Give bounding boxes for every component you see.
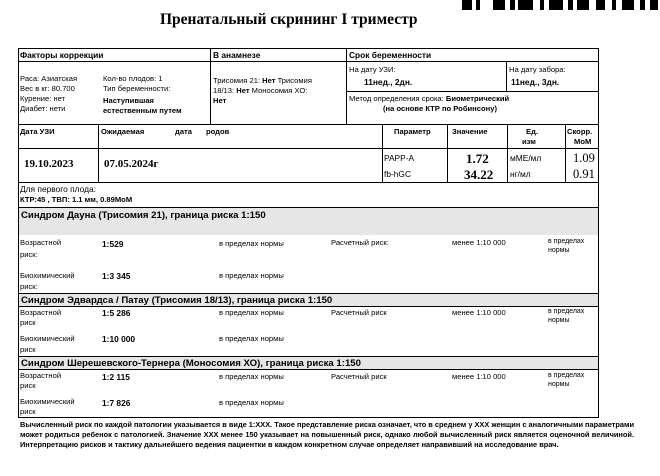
history-t21-value: Нет xyxy=(262,76,276,85)
calc-risk-label: Расчетный риск: xyxy=(331,238,389,247)
us-date-header: Дата УЗИ xyxy=(20,127,55,136)
term-sample-value: 11нед., 3дн. xyxy=(511,77,560,87)
factor-smoking: Курение: нет xyxy=(20,94,66,103)
term-us-value: 11нед., 2дн. xyxy=(364,77,413,87)
factor-weight: Вес в кг: 80.700 xyxy=(20,84,75,93)
calc-risk-status: в пределах нормы xyxy=(548,238,585,254)
page-title: Пренатальный скрининг I триместр xyxy=(160,11,418,28)
history-t18 xyxy=(213,86,307,95)
calc-risk-label: Расчетный риск xyxy=(331,372,387,381)
bio-risk-label: Биохимический xyxy=(20,334,75,343)
term-us-label: На дату УЗИ: xyxy=(349,65,396,74)
history-t18-value: Нет xyxy=(236,86,250,95)
factor-pregnancy-type: Тип беременности: xyxy=(103,84,171,93)
history-t18-label: 18/13: xyxy=(213,86,237,95)
section-title: Синдром Дауна (Трисомия 21), граница риска 1:150 xyxy=(21,210,266,221)
bio-risk-label: Биохимический xyxy=(20,397,75,406)
param-mom: 0.91 xyxy=(573,167,595,181)
history-header: В анамнезе xyxy=(213,50,261,60)
factors-header: Факторы коррекции xyxy=(20,50,104,60)
us-date: 19.10.2023 xyxy=(24,158,74,170)
param-unit: нг/мл xyxy=(510,169,531,179)
footnote: Вычисленный риск по каждой патологии указывается в виде 1:ХХХ. Такое представление риска означает, что в среднем у ХХХ женщин с аналогичными параметрами может родиться ребенок с патологией. Значение ХХХ менее 150 указывает на повышенный риск, однако любой вычисленный риск является оценочной величиной. Интерпретацию рисков и тактику дальнейшего ведения пациентки в каждом конкретном случае определяет направивший на исследование врач. xyxy=(20,420,634,449)
mom-header: Скорр. xyxy=(567,127,593,136)
unit-header: изм xyxy=(522,137,536,146)
term-method-label: Метод определения срока: xyxy=(349,94,446,103)
term-method-detail: (на основе КТР по Робинсону) xyxy=(383,104,497,113)
age-risk-value: 1:2 115 xyxy=(102,372,130,382)
age-risk-label: риск xyxy=(20,381,36,390)
section-title: Синдром Шерешевского-Тернера (Моносомия ХО), граница риска 1:150 xyxy=(21,358,361,369)
history-mx-value: Нет xyxy=(213,96,227,105)
history-t21 xyxy=(213,76,312,85)
age-risk-status: в пределах нормы xyxy=(219,308,284,317)
param-unit: мМЕ/мл xyxy=(510,153,542,163)
bio-risk-value: 1:3 345 xyxy=(102,271,131,281)
factor-pregnancy-type-value: естественным путем xyxy=(103,106,182,115)
param-name: fb-hGC xyxy=(384,169,411,179)
bio-risk-status: в пределах нормы xyxy=(219,271,284,280)
calc-risk-label: Расчетный риск xyxy=(331,308,387,317)
age-risk-label: риск xyxy=(20,318,36,327)
param-mom: 1.09 xyxy=(573,151,595,165)
param-value: 1.72 xyxy=(466,151,489,166)
age-risk-status: в пределах нормы xyxy=(219,372,284,381)
fetus-label: Для первого плода: xyxy=(20,184,96,194)
bio-risk-value: 1:10 000 xyxy=(102,334,136,344)
bio-risk-label: риск xyxy=(20,345,36,354)
param-header: Параметр xyxy=(394,127,431,136)
term-header: Срок беременности xyxy=(349,50,432,60)
param-name: PAPP-A xyxy=(384,153,415,163)
age-risk-status: в пределах нормы xyxy=(219,239,284,248)
age-risk-value: 1:529 xyxy=(102,239,124,249)
history-trisomy-label: Трисомия xyxy=(275,76,312,85)
bio-risk-status: в пределах нормы xyxy=(219,398,284,407)
factor-fetus-count: Кол-во плодов: 1 xyxy=(103,74,163,83)
calc-risk-status: в пределах нормы xyxy=(548,372,585,388)
mom-header: МоМ xyxy=(574,137,592,146)
bio-risk-status: в пределах нормы xyxy=(219,334,284,343)
expected-date-header: Ожидаемая xyxy=(101,127,145,136)
age-risk-value: 1:5 286 xyxy=(102,308,131,318)
age-risk-label: Возрастной xyxy=(20,238,62,247)
section-title: Синдром Эдвардса / Патау (Трисомия 18/13), граница риска 1:150 xyxy=(21,295,333,306)
age-risk-label: Возрастной xyxy=(20,371,62,380)
unit-header: Ед. xyxy=(526,127,538,136)
expected-date-header: родов xyxy=(206,127,230,136)
bio-risk-value: 1:7 826 xyxy=(102,398,131,408)
param-value: 34.22 xyxy=(464,167,494,182)
calc-risk-value: менее 1:10 000 xyxy=(452,238,506,247)
calc-risk-value: менее 1:10 000 xyxy=(452,308,506,317)
history-mx-label: Моносомия ХО: xyxy=(249,86,308,95)
history-t21-label: Трисомия 21: xyxy=(213,76,263,85)
calc-risk-value: менее 1:10 000 xyxy=(452,372,506,381)
value-header: Значение xyxy=(452,127,488,136)
expected-date: 07.05.2024г xyxy=(104,158,159,170)
calc-risk-status: в пределах нормы xyxy=(548,308,585,324)
factor-race: Раса: Азиатская xyxy=(20,74,78,83)
bio-risk-label: Биохимический xyxy=(20,271,75,280)
factor-pregnancy-type-value: Наступившая xyxy=(103,96,154,105)
expected-date-header: дата xyxy=(175,127,192,136)
term-method-value: Биометрический xyxy=(445,94,510,103)
age-risk-label: Возрастной xyxy=(20,308,62,317)
term-sample-label: На дату забора: xyxy=(509,65,566,74)
fetus-measurements: КТР:45 , ТВП: 1.1 мм, 0.89МоМ xyxy=(20,195,133,204)
bio-risk-label: риск xyxy=(20,407,36,416)
bio-risk-label: риск: xyxy=(20,282,38,291)
term-method xyxy=(349,94,509,103)
factor-diabetes: Диабет: нети xyxy=(20,104,66,113)
age-risk-label: риск: xyxy=(20,250,38,259)
